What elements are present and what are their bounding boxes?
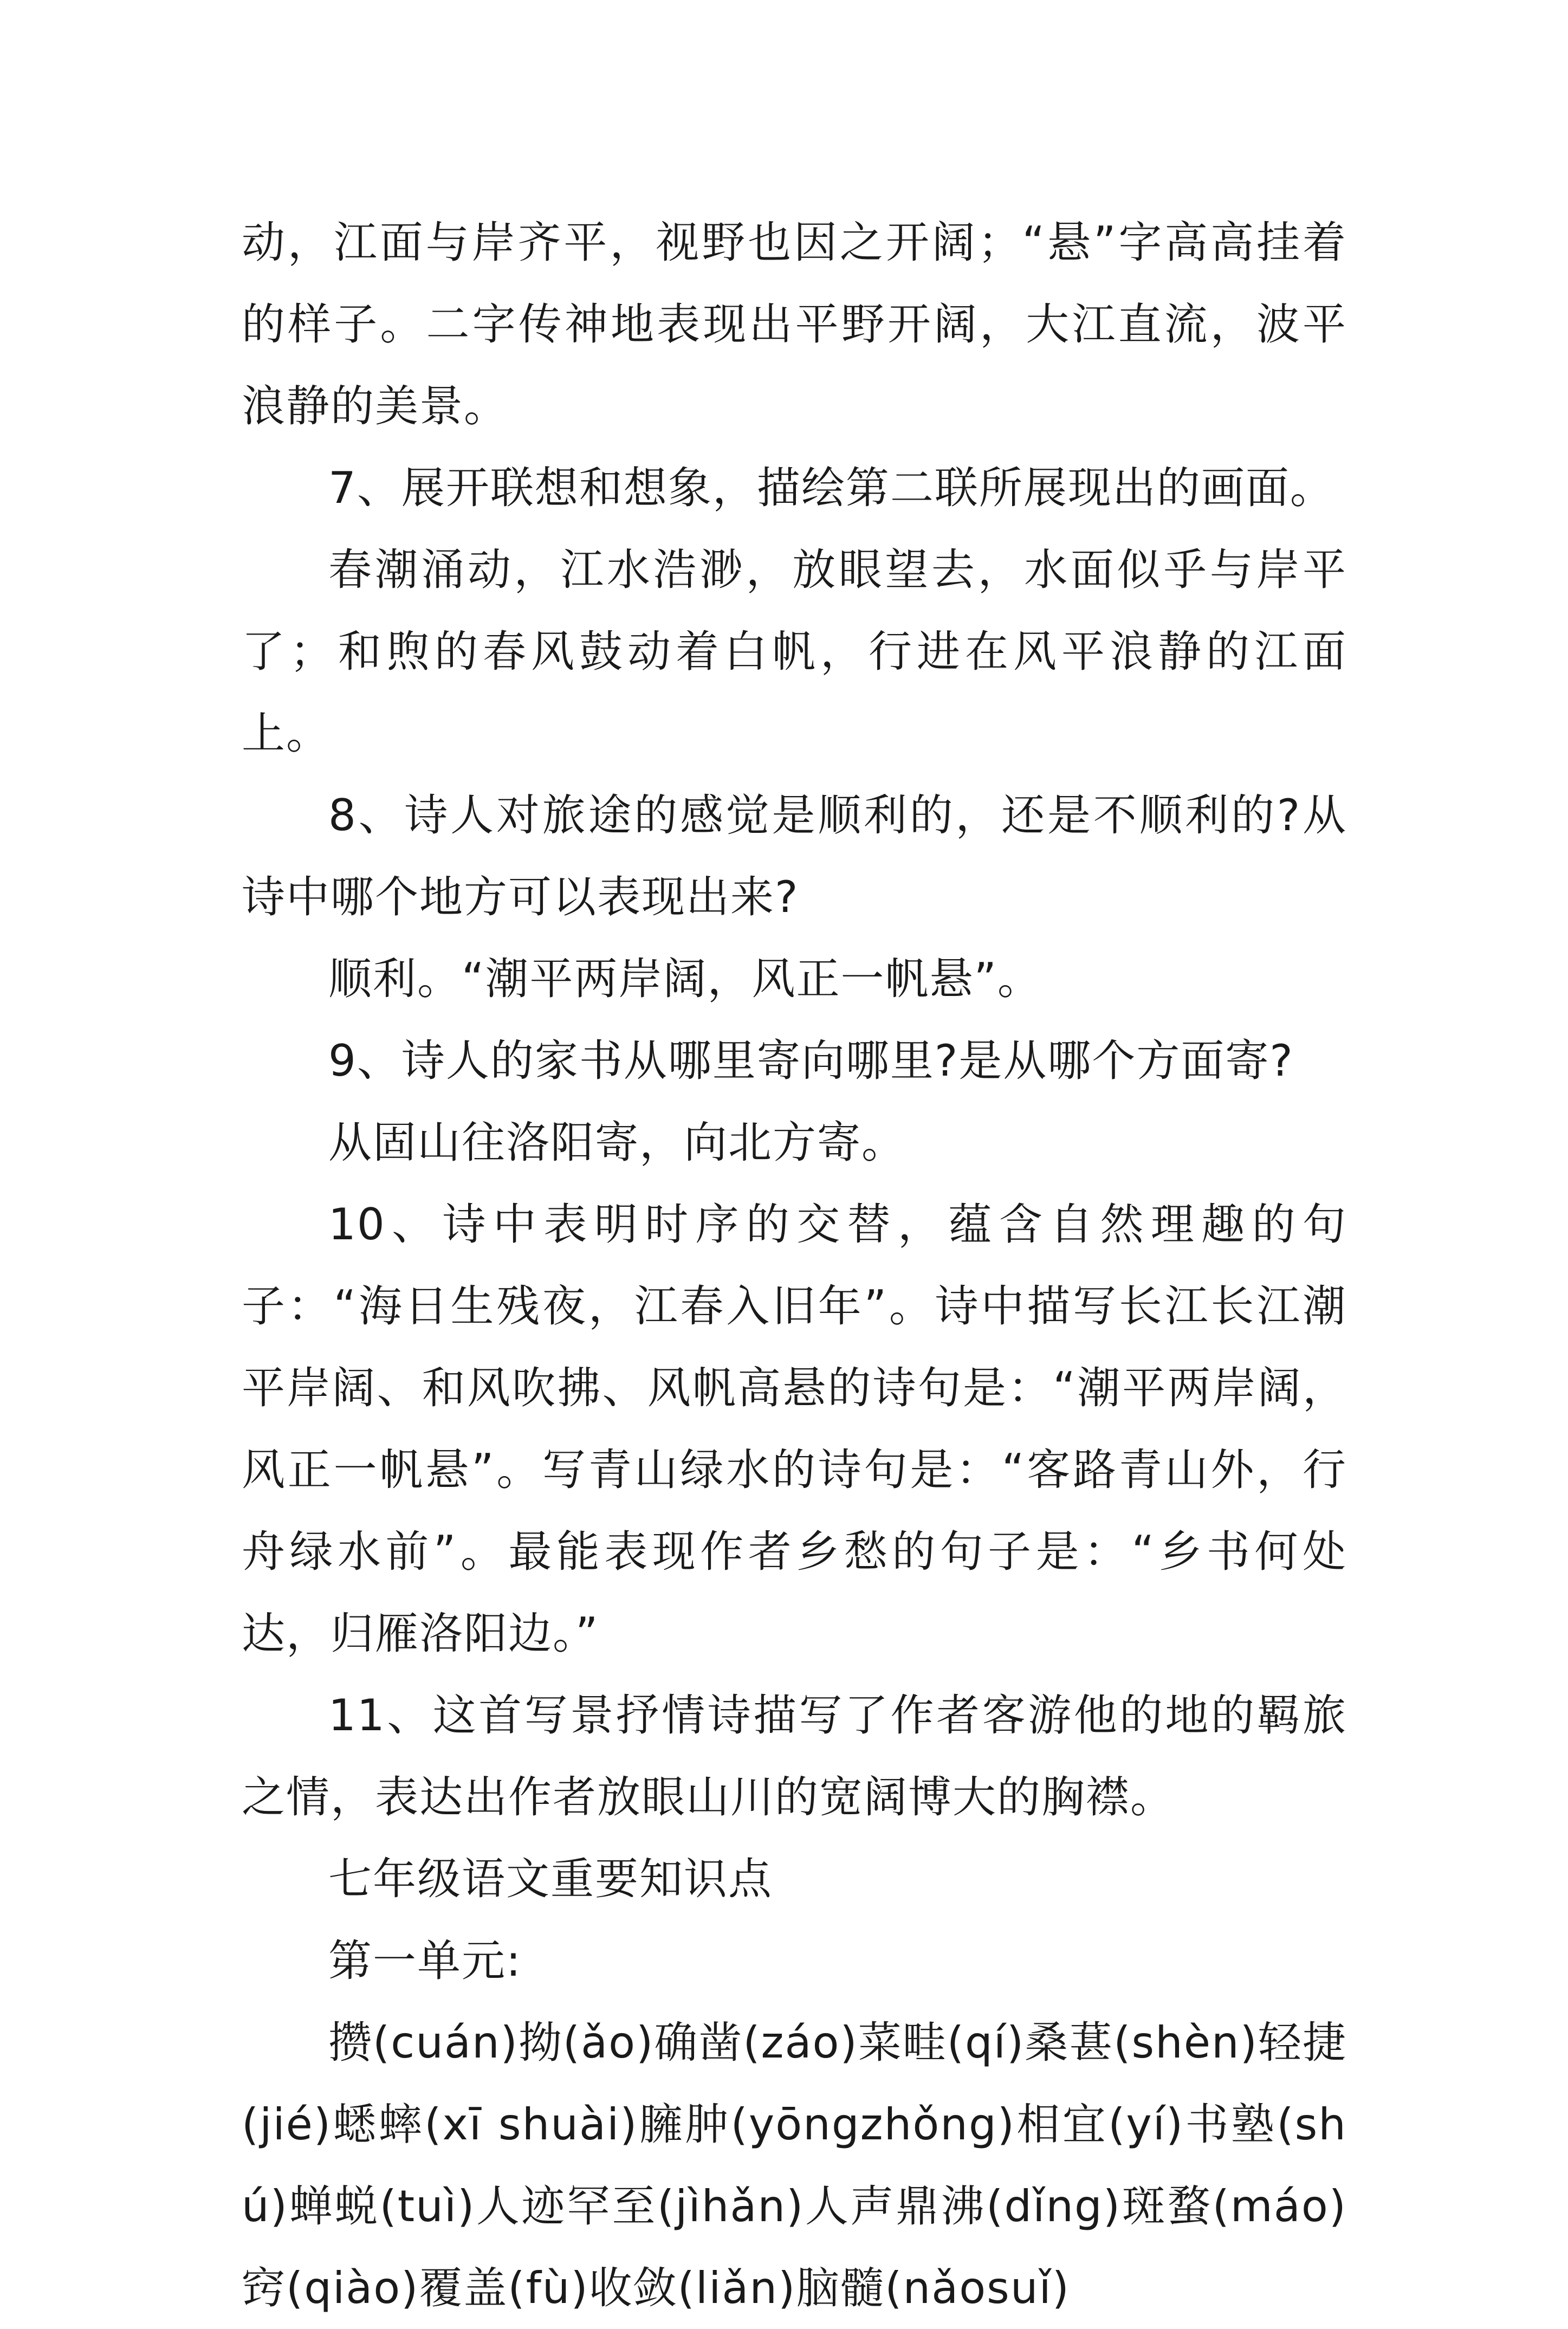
section-heading: 七年级语文重要知识点	[328, 1854, 773, 1904]
unit-heading: 第一单元:	[328, 1936, 522, 1986]
question-9: 9、诗人的家书从哪里寄向哪里?是从哪个方面寄?	[328, 1036, 1294, 1086]
item-10: 10、诗中表明时序的交替，蕴含自然理趣的句子：“海日生残夜，江春入旧年”。诗中描写长江长江潮平岸阔、和风吹拂、风帆高悬的诗句是：“潮平两岸阔，风正一帆悬”。写青山绿水的诗句是：“客路青山外，行舟绿水前”。最能表现作者乡愁的句子是：“乡书何处达，归雁洛阳边。”	[242, 1199, 1347, 1659]
answer-8: 顺利。“潮平两岸阔，风正一帆悬”。	[328, 954, 1042, 1004]
vocabulary-list: 攒(cuán)拗(ǎo)确凿(záo)菜畦(qí)桑葚(shèn)轻捷(jié)蟋蟀(xī shuài)臃肿(yōngzhǒng)相宜(yí)书塾(shú)蝉蜕(tuì)人迹罕至(jìhǎn)人声鼎沸(dǐng)斑蝥(máo)窍(qiào)覆盖(fù)收敛(liǎn)脑髓(nǎosuǐ)	[242, 2017, 1347, 2313]
document-body	[242, 202, 1347, 2329]
paragraph-continuation: 动，江面与岸齐平，视野也因之开阔；“悬”字高高挂着的样子。二字传神地表现出平野开阔，大江直流，波平浪静的美景。	[242, 217, 1347, 431]
answer-7: 春潮涌动，江水浩渺，放眼望去，水面似乎与岸平了；和煦的春风鼓动着白帆，行进在风平浪静的江面上。	[242, 545, 1347, 759]
item-11: 11、这首写景抒情诗描写了作者客游他的地的羁旅之情，表达出作者放眼山川的宽阔博大的胸襟。	[242, 1690, 1347, 1822]
question-8: 8、诗人对旅途的感觉是顺利的，还是不顺利的?从诗中哪个地方可以表现出来?	[242, 790, 1347, 922]
answer-9: 从固山往洛阳寄，向北方寄。	[328, 1117, 906, 1168]
question-7: 7、展开联想和想象，描绘第二联所展现出的画面。	[328, 463, 1334, 513]
